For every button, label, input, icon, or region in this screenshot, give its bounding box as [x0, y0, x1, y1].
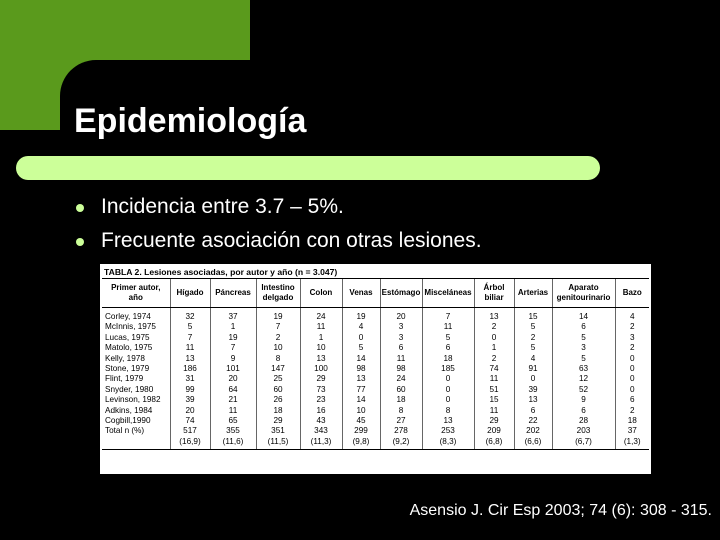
value-cell: 37: [615, 426, 649, 436]
value-cell: 18: [422, 354, 474, 364]
value-cell: 13: [300, 354, 342, 364]
value-cell: 60: [380, 385, 422, 395]
value-cell: 101: [210, 364, 256, 374]
value-cell: 517: [170, 426, 210, 436]
value-cell: 15: [474, 395, 514, 405]
value-cell: 21: [210, 395, 256, 405]
associated-injuries-table-image: [100, 264, 651, 474]
table-row: [102, 364, 649, 374]
value-cell: 52: [552, 385, 615, 395]
value-cell: 51: [474, 385, 514, 395]
column-header-line: Hígado: [176, 288, 204, 297]
table-row: [102, 385, 649, 395]
value-cell: 6: [380, 343, 422, 353]
value-cell: 27: [380, 416, 422, 426]
column-header: [256, 279, 300, 308]
value-cell: 98: [380, 364, 422, 374]
value-cell: 2: [474, 322, 514, 332]
author-cell: Cogbill,1990: [105, 416, 151, 426]
value-cell: 8: [422, 406, 474, 416]
value-cell: 2: [615, 343, 649, 353]
column-header: [615, 279, 649, 308]
value-cell: 10: [342, 406, 380, 416]
value-cell: (11,3): [300, 437, 342, 450]
value-cell: (11,6): [210, 437, 256, 450]
bullet-item: [76, 224, 482, 258]
value-cell: 4: [615, 308, 649, 323]
table-header: [102, 279, 649, 308]
value-cell: 5: [422, 333, 474, 343]
column-header-line: Aparato: [568, 283, 599, 292]
value-cell: (16,9): [170, 437, 210, 450]
value-cell: 19: [210, 333, 256, 343]
value-cell: 0: [615, 385, 649, 395]
column-header-line: genitourinario: [556, 293, 611, 302]
value-cell: 13: [342, 374, 380, 384]
value-cell: 29: [474, 416, 514, 426]
value-cell: 11: [210, 406, 256, 416]
value-cell: 29: [300, 374, 342, 384]
author-cell: Snyder, 1980: [105, 384, 154, 394]
value-cell: 3: [615, 333, 649, 343]
value-cell: 15: [514, 308, 552, 323]
value-cell: 5: [342, 343, 380, 353]
value-cell: 98: [342, 364, 380, 374]
value-cell: 4: [342, 322, 380, 332]
value-cell: 99: [170, 385, 210, 395]
value-cell: 11: [474, 374, 514, 384]
table-row: [102, 395, 649, 405]
value-cell: 0: [422, 374, 474, 384]
value-cell: 45: [342, 416, 380, 426]
value-cell: 6: [422, 343, 474, 353]
value-cell: 343: [300, 426, 342, 436]
value-cell: 60: [256, 385, 300, 395]
value-cell: 2: [615, 406, 649, 416]
value-cell: 19: [342, 308, 380, 323]
column-header: [474, 279, 514, 308]
column-header-line: delgado: [262, 293, 294, 302]
value-cell: (1,3): [615, 437, 649, 450]
column-header-line: Misceláneas: [424, 288, 472, 297]
author-cell: Stone, 1979: [105, 364, 150, 374]
value-cell: 10: [300, 343, 342, 353]
value-cell: 11: [170, 343, 210, 353]
table-body: [102, 308, 649, 450]
bullet-dot-icon: [76, 204, 84, 212]
bullet-text: Frecuente asociación con otras lesiones.: [101, 229, 482, 252]
column-header-line: Intestino: [261, 283, 295, 292]
injuries-table: [102, 278, 649, 450]
bullet-item: [76, 190, 482, 224]
value-cell: 29: [256, 416, 300, 426]
value-cell: 6: [552, 406, 615, 416]
value-cell: 5: [514, 322, 552, 332]
value-cell: 13: [514, 395, 552, 405]
value-cell: 3: [552, 343, 615, 353]
value-cell: 91: [514, 364, 552, 374]
value-cell: 0: [615, 354, 649, 364]
column-header: [552, 279, 615, 308]
value-cell: 63: [552, 364, 615, 374]
value-cell: 6: [514, 406, 552, 416]
citation: Asensio J. Cir Esp 2003; 74 (6): 308 - 315.: [409, 502, 712, 519]
value-cell: 4: [514, 354, 552, 364]
value-cell: (6,6): [514, 437, 552, 450]
value-cell: (6,7): [552, 437, 615, 450]
value-cell: 6: [552, 322, 615, 332]
author-cell: Matolo, 1975: [105, 343, 153, 353]
value-cell: 7: [170, 333, 210, 343]
value-cell: 209: [474, 426, 514, 436]
value-cell: 2: [514, 333, 552, 343]
author-cell: Levinson, 1982: [105, 395, 161, 405]
table-caption: TABLA 2. Lesiones asociadas, por autor y año (n = 3.047): [104, 267, 338, 277]
value-cell: 74: [170, 416, 210, 426]
bullet-text: Incidencia entre 3.7 – 5%.: [101, 195, 344, 218]
value-cell: 0: [422, 395, 474, 405]
value-cell: (9,8): [342, 437, 380, 450]
value-cell: 0: [474, 333, 514, 343]
value-cell: 278: [380, 426, 422, 436]
value-cell: 253: [422, 426, 474, 436]
value-cell: 2: [615, 322, 649, 332]
value-cell: 18: [256, 406, 300, 416]
value-cell: 37: [210, 308, 256, 323]
table-row: [102, 426, 649, 436]
value-cell: 13: [474, 308, 514, 323]
column-header-line: Bazo: [622, 288, 642, 297]
value-cell: 299: [342, 426, 380, 436]
value-cell: 202: [514, 426, 552, 436]
value-cell: 1: [300, 333, 342, 343]
value-cell: 77: [342, 385, 380, 395]
value-cell: 14: [342, 395, 380, 405]
slide-title: Epidemiología: [74, 102, 307, 140]
header-row: [102, 279, 649, 308]
table-row: [102, 437, 649, 450]
value-cell: 22: [514, 416, 552, 426]
column-header: [300, 279, 342, 308]
column-header: [342, 279, 380, 308]
value-cell: 12: [552, 374, 615, 384]
value-cell: 10: [256, 343, 300, 353]
value-cell: 13: [422, 416, 474, 426]
value-cell: 74: [474, 364, 514, 374]
value-cell: 28: [552, 416, 615, 426]
author-cell: Lucas, 1975: [105, 332, 150, 342]
value-cell: 64: [210, 385, 256, 395]
value-cell: 5: [552, 333, 615, 343]
value-cell: 14: [552, 308, 615, 323]
column-header-line: año: [128, 293, 143, 302]
value-cell: 0: [514, 374, 552, 384]
value-cell: 18: [615, 416, 649, 426]
table-row: [102, 333, 649, 343]
value-cell: 24: [380, 374, 422, 384]
column-header-line: Venas: [349, 288, 373, 297]
value-cell: 26: [256, 395, 300, 405]
value-cell: 16: [300, 406, 342, 416]
column-header-line: Árbol: [483, 283, 505, 292]
value-cell: 0: [342, 333, 380, 343]
author-cell: Adkins, 1984: [105, 405, 153, 415]
table-row: [102, 354, 649, 364]
bullet-list: [76, 190, 482, 258]
bullet-dot-icon: [76, 238, 84, 246]
column-header-line: Colon: [309, 288, 333, 297]
value-cell: 11: [380, 354, 422, 364]
value-cell: (6,8): [474, 437, 514, 450]
value-cell: 203: [552, 426, 615, 436]
value-cell: 20: [210, 374, 256, 384]
value-cell: 147: [256, 364, 300, 374]
value-cell: 5: [552, 354, 615, 364]
column-header: [514, 279, 552, 308]
value-cell: 25: [256, 374, 300, 384]
value-cell: 43: [300, 416, 342, 426]
author-cell: Kelly, 1978: [105, 353, 145, 363]
value-cell: 9: [210, 354, 256, 364]
value-cell: 0: [615, 364, 649, 374]
author-cell: Corley, 1974: [105, 312, 151, 321]
table-row: [102, 416, 649, 426]
value-cell: 0: [615, 374, 649, 384]
column-header: [380, 279, 422, 308]
value-cell: 18: [380, 395, 422, 405]
value-cell: 11: [422, 322, 474, 332]
value-cell: 11: [300, 322, 342, 332]
value-cell: 1: [474, 343, 514, 353]
column-header: [422, 279, 474, 308]
value-cell: 39: [514, 385, 552, 395]
value-cell: 19: [256, 308, 300, 323]
value-cell: 1: [210, 322, 256, 332]
value-cell: 14: [342, 354, 380, 364]
column-header: [102, 279, 170, 308]
table-row: [102, 322, 649, 332]
column-header: [170, 279, 210, 308]
value-cell: 20: [170, 406, 210, 416]
table-row: [102, 308, 649, 323]
value-cell: 7: [210, 343, 256, 353]
column-header: [210, 279, 256, 308]
value-cell: 5: [170, 322, 210, 332]
value-cell: 11: [474, 406, 514, 416]
value-cell: 100: [300, 364, 342, 374]
column-header-line: Arterias: [517, 288, 549, 297]
value-cell: 31: [170, 374, 210, 384]
value-cell: 7: [256, 322, 300, 332]
value-cell: 355: [210, 426, 256, 436]
author-cell: Total n (%): [105, 426, 145, 436]
column-header-line: Estómago: [381, 288, 421, 297]
value-cell: (9,2): [380, 437, 422, 450]
value-cell: 0: [422, 385, 474, 395]
column-header-line: Páncreas: [215, 288, 251, 297]
value-cell: 65: [210, 416, 256, 426]
value-cell: 2: [256, 333, 300, 343]
value-cell: 3: [380, 333, 422, 343]
author-cell: Flint, 1979: [105, 374, 144, 384]
value-cell: 185: [422, 364, 474, 374]
title-underline-bar: [16, 156, 600, 180]
value-cell: 20: [380, 308, 422, 323]
table-row: [102, 406, 649, 416]
table-row: [102, 374, 649, 384]
value-cell: 23: [300, 395, 342, 405]
value-cell: 9: [552, 395, 615, 405]
value-cell: 7: [422, 308, 474, 323]
value-cell: 32: [170, 308, 210, 323]
value-cell: (8,3): [422, 437, 474, 450]
value-cell: (11,5): [256, 437, 300, 450]
author-cell: McInnis, 1975: [105, 322, 156, 332]
column-header-line: biliar: [484, 293, 504, 302]
value-cell: 186: [170, 364, 210, 374]
column-header-line: Primer autor,: [111, 283, 161, 292]
value-cell: 73: [300, 385, 342, 395]
value-cell: 8: [256, 354, 300, 364]
value-cell: 6: [615, 395, 649, 405]
value-cell: 2: [474, 354, 514, 364]
value-cell: 8: [380, 406, 422, 416]
value-cell: 39: [170, 395, 210, 405]
value-cell: 3: [380, 322, 422, 332]
value-cell: 24: [300, 308, 342, 323]
table-row: [102, 343, 649, 353]
value-cell: 351: [256, 426, 300, 436]
author-cell: [102, 437, 170, 450]
value-cell: 5: [514, 343, 552, 353]
value-cell: 13: [170, 354, 210, 364]
